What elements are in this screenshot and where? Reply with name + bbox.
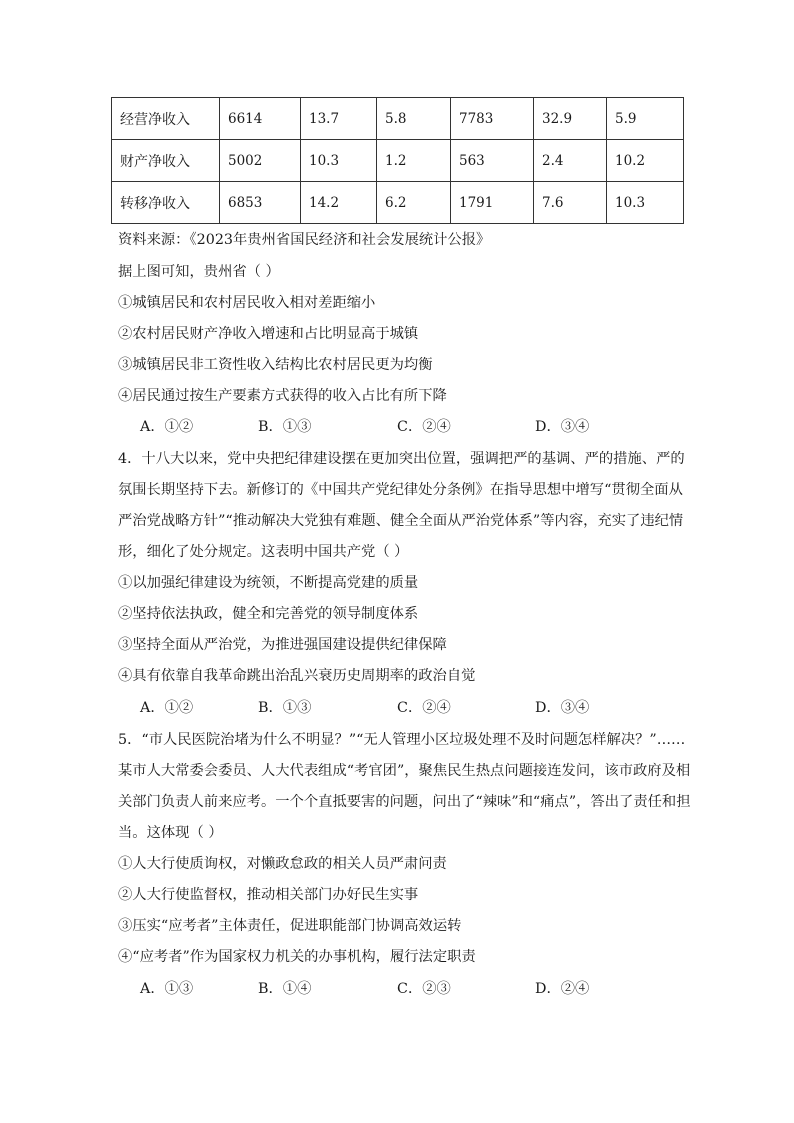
q3-stem: 据上图可知，贵州省（ ） [118,264,280,280]
table-cell: 5.9 [607,98,684,140]
q5-stem [118,730,691,854]
table-cell: 32.9 [534,98,607,140]
q4-choice-c: C．②④ [397,700,451,716]
table-cell: 10.2 [607,140,684,182]
q5-option-4: ④“应考者”作为国家权力机关的办事机构，履行法定职责 [118,949,476,965]
q5-choice-b: B．①④ [258,981,312,997]
q3-option-4: ④居民通过按生产要素方式获得的收入占比有所下降 [118,388,447,404]
table-cell: 14.2 [301,182,377,224]
q4-stem [118,449,685,573]
table-cell: 5002 [220,140,301,182]
q4-option-2: ②坚持依法执政，健全和完善党的领导制度体系 [118,606,419,622]
table-row [112,98,684,140]
row-label: 经营净收入 [112,98,220,140]
source-note: 资料来源：《2023年贵州省国民经济和社会发展统计公报》 [118,232,491,248]
q3-option-3: ③城镇居民非工资性收入结构比农村居民更为均衡 [118,357,433,373]
table-row [112,140,684,182]
q5-stem-line: 5．“市人民医院治堵为什么不明显？”“无人管理小区垃圾处理不及时问题怎样解决？”…… [118,732,686,748]
q3-choice-c: C．②④ [397,419,451,435]
q5-option-2: ②人大行使监督权，推动相关部门办好民生实事 [118,887,419,903]
q3-choice-b: B．①③ [258,419,312,435]
q4-stem-line: 形，细化了处分规定。这表明中国共产党（ ） [118,544,409,560]
q5-option-3: ③压实“应考者”主体责任，促进职能部门协调高效运转 [118,918,462,934]
table-cell: 7.6 [534,182,607,224]
q4-option-4: ④具有依靠自我革命跳出治乱兴衰历史周期率的政治自觉 [118,668,476,684]
q4-option-1: ①以加强纪律建设为统领，不断提高党建的质量 [118,575,419,591]
q3-option-2: ②农村居民财产净收入增速和占比明显高于城镇 [118,326,419,342]
table-row [112,182,684,224]
q3-choice-d: D．③④ [535,419,590,435]
table-cell: 13.7 [301,98,377,140]
q5-option-1: ①人大行使质询权，对懒政怠政的相关人员严肃问责 [118,856,447,872]
q5-choice-a: A．①③ [140,981,194,997]
income-table [111,97,684,224]
q4-stem-line: 严治党战略方针”“推动解决大党独有难题、健全全面从严治党体系”等内容，充实了违纪情 [118,513,684,529]
row-label: 财产净收入 [112,140,220,182]
table-cell: 6614 [220,98,301,140]
q4-option-3: ③坚持全面从严治党，为推进强国建设提供纪律保障 [118,637,447,653]
q5-stem-line: 当。这体现（ ） [118,825,223,841]
q5-stem-line: 某市人大常委会委员、人大代表组成“考官团”，聚焦民生热点问题接连发问，该市政府及相 [118,763,691,779]
q5-stem-line: 关部门负责人前来应考。一个个直抵要害的问题，问出了“辣味”和“痛点”，答出了责任和担 [118,794,691,810]
q4-stem-line: 4．十八大以来，党中央把纪律建设摆在更加突出位置，强调把严的基调、严的措施、严的 [118,451,685,467]
table-cell: 6853 [220,182,301,224]
table-cell: 6.2 [377,182,451,224]
q3-choice-a: A．①② [140,419,194,435]
q5-choice-d: D．②④ [535,981,590,997]
q5-choice-c: C．②③ [397,981,451,997]
table-cell: 1791 [451,182,534,224]
table-cell: 1.2 [377,140,451,182]
row-label: 转移净收入 [112,182,220,224]
table-cell: 2.4 [534,140,607,182]
q4-choice-d: D．③④ [535,700,590,716]
table-cell: 10.3 [607,182,684,224]
table-cell: 563 [451,140,534,182]
q3-option-1: ①城镇居民和农村居民收入相对差距缩小 [118,295,376,311]
q4-choice-b: B．①③ [258,700,312,716]
table-cell: 5.8 [377,98,451,140]
table-cell: 10.3 [301,140,377,182]
q4-stem-line: 氛围长期坚持下去。新修订的《中国共产党纪律处分条例》在指导思想中增写“贯彻全面从 [118,482,683,498]
table-cell: 7783 [451,98,534,140]
q4-choice-a: A．①② [140,700,194,716]
